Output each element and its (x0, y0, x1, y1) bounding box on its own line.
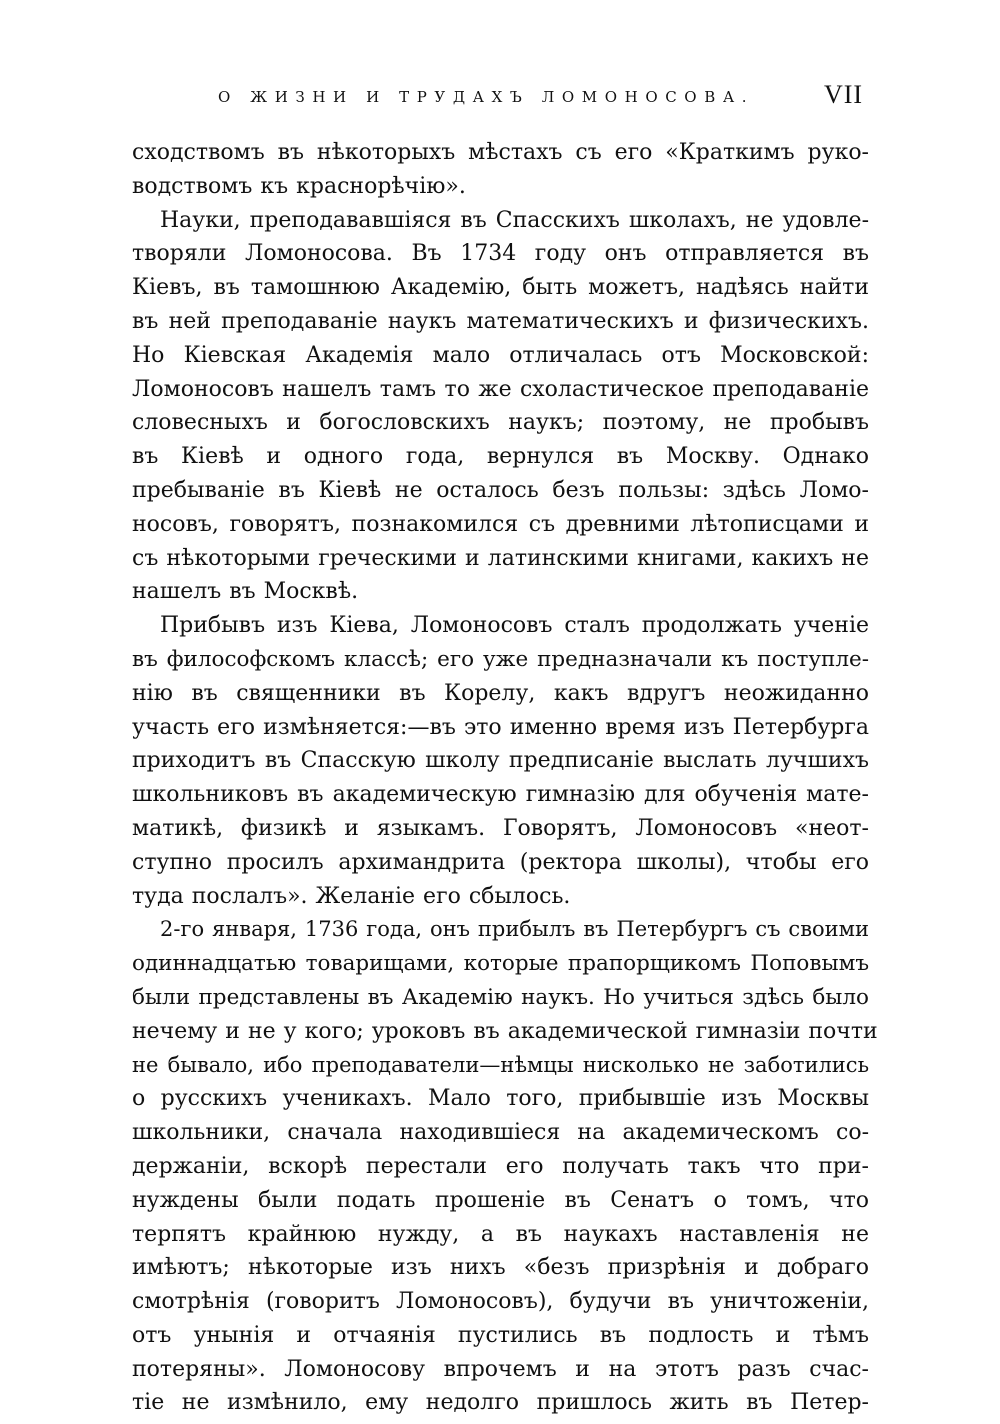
text-line: Но Кіевская Академія мало отличалась отъ Московской: (132, 342, 869, 368)
text-line: Ломоносовъ нашелъ тамъ то же схоластическое преподаваніе (132, 376, 869, 402)
text-line: съ нѣкоторыми греческими и латинскими книгами, какихъ не (132, 545, 869, 571)
text-line: нуждены были подать прошеніе въ Сенатъ о томъ, что (132, 1187, 869, 1213)
text-line: потеряны». Ломоносову впрочемъ и на этотъ разъ счас- (132, 1356, 869, 1382)
text-line: имѣютъ; нѣкоторые изъ нихъ «безъ призрѣнія и добраго (132, 1255, 869, 1281)
text-line: 2-го января, 1736 года, онъ прибылъ въ Петербургъ съ своими (160, 917, 869, 942)
text-line: участь его измѣняется:—въ это именно время изъ Петербурга (132, 714, 869, 740)
text-line: Прибывъ изъ Кіева, Ломоносовъ сталъ продолжать ученіе (160, 613, 869, 639)
text-line: сходствомъ въ нѣкоторыхъ мѣстахъ съ его «Краткимъ руко- (132, 140, 869, 165)
text-line: смотрѣнія (говоритъ Ломоносовъ), будучи въ уничтоженіи, (132, 1289, 869, 1315)
text-line: одиннадцатью товарищами, которые прапорщикомъ Поповымъ (132, 951, 869, 977)
text-line: тіе не измѣнило, ему недолго пришлось жить въ Петер- (132, 1390, 869, 1416)
text-line: были представлены въ Академію наукъ. Но учиться здѣсь было (132, 984, 869, 1010)
text-line: не бывало, ибо преподаватели—нѣмцы нисколько не заботились (132, 1052, 869, 1077)
text-line: въ философскомъ классѣ; его уже предназначали къ поступле- (132, 646, 869, 672)
text-line: отъ унынія и отчаянія пустились въ подлость и тѣмъ (132, 1322, 869, 1348)
text-line: творяли Ломоносова. Въ 1734 году онъ отправляется въ (132, 241, 869, 267)
text-line: терпятъ крайнюю нужду, а въ наукахъ наставленія не (132, 1221, 869, 1247)
text-line: нію въ священники въ Корелу, какъ вдругъ неожиданно (132, 680, 869, 706)
text-line: туда послалъ». Желаніе его сбылось. (132, 883, 571, 909)
text-line: словесныхъ и богословскихъ наукъ; поэтому, не пробывъ (132, 410, 869, 436)
text-line: нашелъ въ Москвѣ. (132, 579, 359, 605)
text-line: носовъ, говорятъ, познакомился съ древними лѣтописцами и (132, 511, 869, 537)
text-line: въ ней преподаваніе наукъ математическихъ и физическихъ. (132, 308, 869, 334)
text-line: водствомъ къ краснорѣчію». (132, 173, 466, 199)
page-number: VII (824, 80, 864, 109)
text-line: держаніи, вскорѣ перестали его получать такъ что при- (132, 1153, 869, 1179)
text-line: приходитъ въ Спасскую школу предписаніе выслать лучшихъ (132, 748, 869, 774)
text-line: Кіевъ, въ тамошнюю Академію, быть можетъ, надѣясь найти (132, 275, 869, 301)
text-line: Науки, преподававшіяся въ Спасскихъ школахъ, не удовле- (160, 207, 869, 233)
text-line: школьники, сначала находившіеся на академическомъ со- (132, 1120, 869, 1146)
running-title: О ЖИЗНИ И ТРУДАХЪ ЛОМОНОСОВА. (218, 88, 755, 106)
text-line: нечему и не у кого; уроковъ въ академической гимназіи почти (132, 1018, 878, 1044)
text-line: о русскихъ ученикахъ. Мало того, прибывшіе изъ Москвы (132, 1086, 869, 1112)
text-line: матикѣ, физикѣ и языкамъ. Говорятъ, Ломоносовъ «неот- (132, 815, 869, 841)
body-text (132, 136, 878, 1420)
text-line: въ Кіевѣ и одного года, вернулся въ Москву. Однако (132, 444, 869, 470)
text-line: школьниковъ въ академическую гимназію для обученія мате- (132, 782, 869, 808)
text-line: пребываніе въ Кіевѣ не осталось безъ пользы: здѣсь Ломо- (132, 477, 869, 503)
text-line: ступно просилъ архимандрита (ректора школы), чтобы его (132, 849, 869, 875)
